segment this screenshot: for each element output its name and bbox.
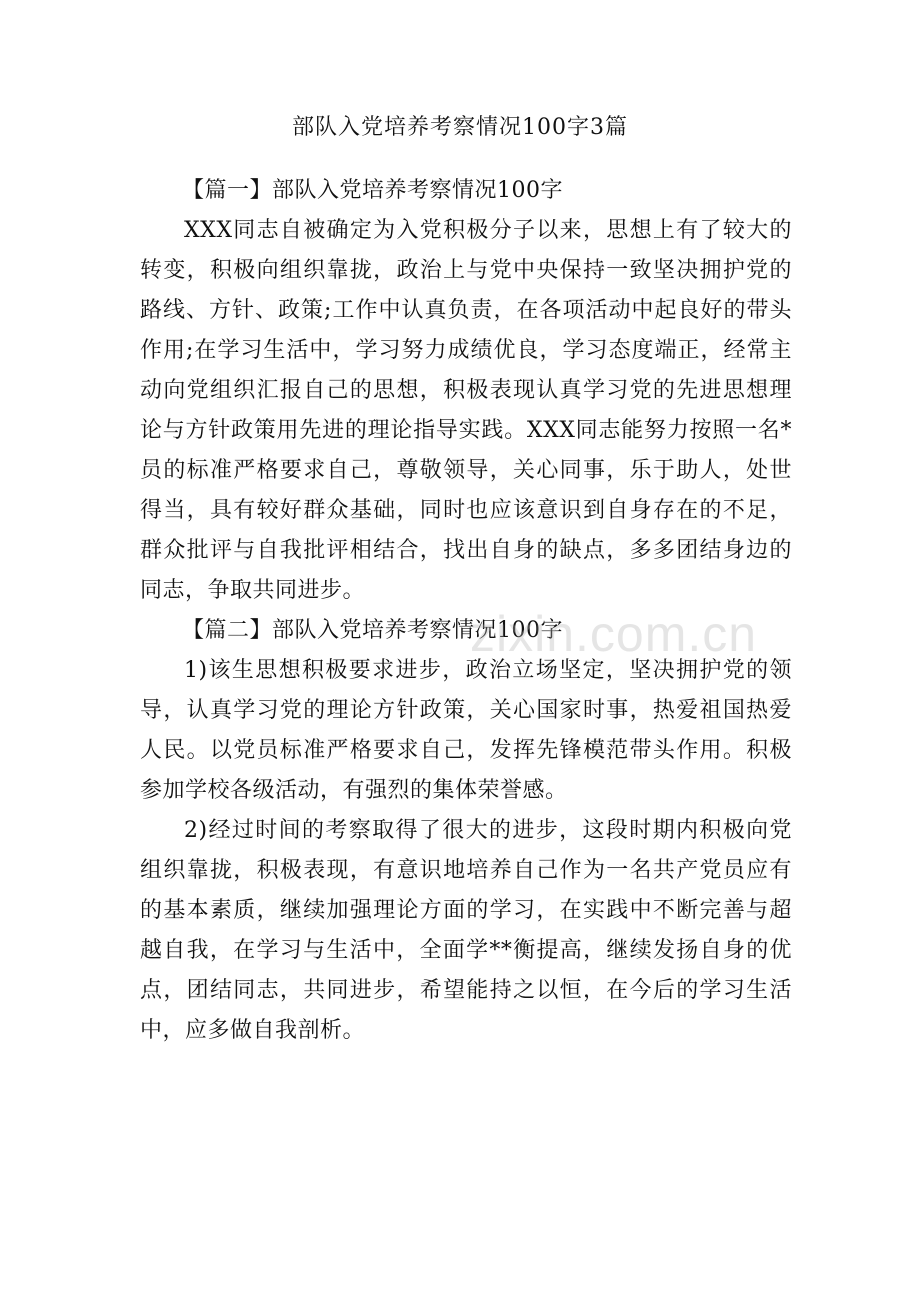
- document-body: [140, 171, 792, 1051]
- document-title: 部队入党培养考察情况100字3篇: [292, 115, 628, 140]
- watermark: zixin.com.cn: [470, 606, 758, 662]
- section-heading: 【篇二】部队入党培养考察情况100字: [182, 618, 563, 643]
- section-heading: 【篇一】部队入党培养考察情况100字: [182, 178, 563, 203]
- section-2: [140, 611, 792, 1051]
- paragraph: XXX同志自被确定为入党积极分子以来，思想上有了较大的转变，积极向组织靠拢，政治上与党中央保持一致坚决拥护党的路线、方针、政策;工作中认真负责，在各项活动中起良好的带头作用;在学习生活中，学习努力成绩优良，学习态度端正，经常主动向党组织汇报自己的思想，积极表现认真学习党的先进思想理论与方针政策用先进的理论指导实践。XXX同志能努力按照一名*员的标准严格要求自己，尊敬领导，关心同事，乐于助人，处世得当，具有较好群众基础，同时也应该意识到自身存在的不足，群众批评与自我批评相结合，找出自身的缺点，多多团结身边的同志，争取共同进步。: [140, 218, 792, 603]
- paragraph: 2)经过时间的考察取得了很大的进步，这段时期内积极向党组织靠拢，积极表现，有意识地培养自己作为一名共产党员应有的基本素质，继续加强理论方面的学习，在实践中不断完善与超越自我，在学习与生活中，全面学**衡提高，继续发扬自身的优点，团结同志，共同进步，希望能持之以恒，在今后的学习生活中，应多做自我剖析。: [140, 818, 792, 1043]
- paragraph: 1)该生思想积极要求进步，政治立场坚定，坚决拥护党的领导，认真学习党的理论方针政策，关心国家时事，热爱祖国热爱人民。以党员标准严格要求自己，发挥先锋模范带头作用。积极参加学校各级活动，有强烈的集体荣誉感。: [140, 658, 792, 803]
- section-1: [140, 171, 792, 611]
